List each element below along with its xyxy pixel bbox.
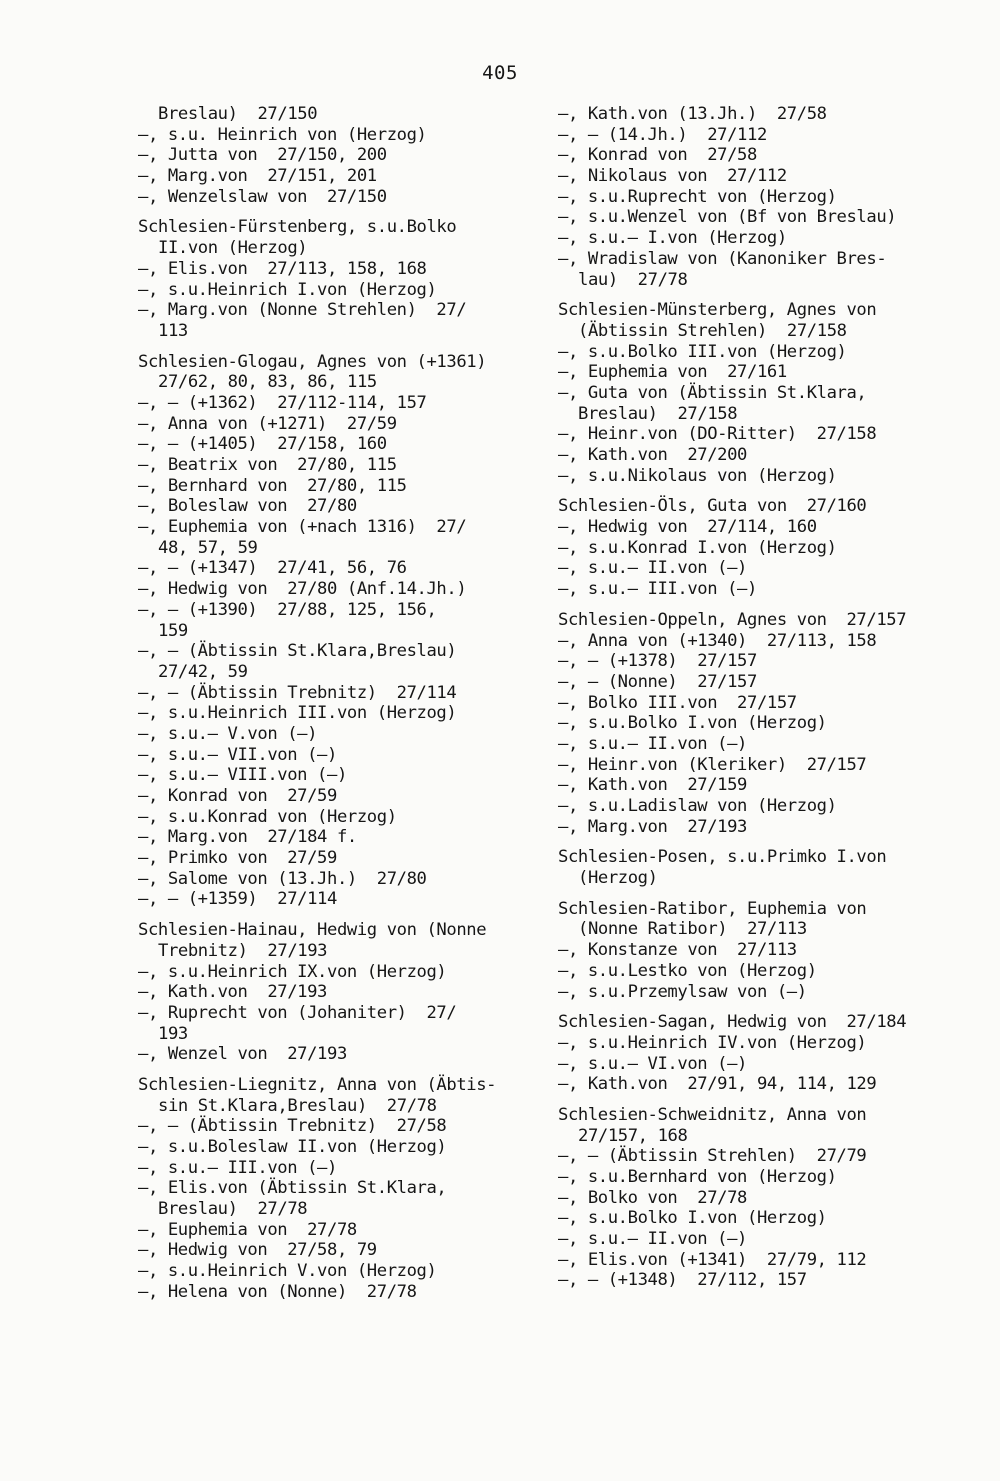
index-entry-line: —, — (+1348) 27/112, 157: [558, 1270, 807, 1291]
index-continuation-line: (Herzog): [578, 868, 658, 889]
index-entry-line: —, Konstanze von 27/113: [558, 940, 797, 961]
index-entry-line: —, Helena von (Nonne) 27/78: [138, 1281, 417, 1302]
index-entry-line: —, s.u.— II.von (—): [558, 733, 748, 754]
index-entry-line: —, s.u.— VI.von (—): [558, 1053, 748, 1074]
index-continuation-line: 27/157, 168: [578, 1125, 688, 1146]
index-entry-line: —, Wenzel von 27/193: [138, 1044, 347, 1065]
index-continuation-line: lau) 27/78: [578, 269, 688, 290]
index-entry-line: —, — (Äbtissin St.Klara,Breslau): [138, 641, 457, 662]
index-entry-line: —, Marg.von (Nonne Strehlen) 27/: [138, 300, 467, 321]
index-entry-line: —, Wenzelslaw von 27/150: [138, 186, 387, 207]
index-entry-line: —, Marg.von 27/193: [558, 816, 748, 837]
index-heading-line: Schlesien-Sagan, Hedwig von 27/184: [558, 1012, 907, 1033]
index-entry-line: —, Konrad von 27/58: [558, 145, 757, 166]
index-heading-line: Schlesien-Fürstenberg, s.u.Bolko: [138, 217, 457, 238]
index-entry-line: —, Elis.von (Äbtissin St.Klara,: [138, 1178, 447, 1199]
index-entry-line: —, — (+1405) 27/158, 160: [138, 434, 387, 455]
index-entry-line: —, Heinr.von (Kleriker) 27/157: [558, 754, 867, 775]
index-entry-line: —, s.u.— I.von (Herzog): [558, 228, 787, 249]
index-heading-line: Schlesien-Glogau, Agnes von (+1361): [138, 351, 487, 372]
index-entry-line: —, s.u.Konrad von (Herzog): [138, 806, 397, 827]
index-entry-line: —, s.u.— III.von (—): [558, 579, 757, 600]
right-column: [558, 104, 938, 1291]
index-entry-line: —, Kath.von 27/91, 94, 114, 129: [558, 1074, 877, 1095]
index-entry-line: —, Jutta von 27/150, 200: [138, 145, 387, 166]
index-entry-line: —, Elis.von 27/113, 158, 168: [138, 258, 427, 279]
page-number: 405: [482, 62, 518, 84]
index-entry-line: —, s.u. Heinrich von (Herzog): [138, 124, 427, 145]
index-entry-line: —, Hedwig von 27/80 (Anf.14.Jh.): [138, 579, 467, 600]
index-entry-line: —, — (+1347) 27/41, 56, 76: [138, 558, 407, 579]
index-continuation-line: Trebnitz) 27/193: [158, 940, 328, 961]
left-column: [138, 104, 518, 1303]
index-continuation-line: 27/62, 80, 83, 86, 115: [158, 372, 377, 393]
index-entry-line: —, Euphemia von 27/161: [558, 362, 787, 383]
index-entry-line: —, s.u.Heinrich III.von (Herzog): [138, 703, 457, 724]
index-entry-line: —, s.u.Boleslaw II.von (Herzog): [138, 1137, 447, 1157]
index-entry-line: —, Kath.von (13.Jh.) 27/58: [558, 104, 827, 124]
index-continuation-line: Breslau) 27/150: [158, 104, 318, 124]
index-entry-line: —, Kath.von 27/159: [558, 775, 748, 796]
index-entry-line: —, s.u.— III.von (—): [138, 1157, 337, 1178]
index-entry-line: —, Kath.von 27/193: [138, 982, 328, 1003]
index-entry-line: —, Marg.von 27/151, 201: [138, 166, 377, 187]
index-heading-line: Schlesien-Posen, s.u.Primko I.von: [558, 847, 887, 868]
index-entry-line: —, — (Nonne) 27/157: [558, 671, 757, 692]
index-entry-line: —, s.u.— II.von (—): [558, 558, 748, 579]
index-continuation-line: Breslau) 27/78: [158, 1199, 308, 1220]
index-continuation-line: 159: [158, 620, 188, 641]
index-entry-line: —, s.u.Przemylsaw von (—): [558, 981, 807, 1002]
index-entry-line: —, Nikolaus von 27/112: [558, 166, 787, 187]
index-entry-line: —, Euphemia von 27/78: [138, 1219, 357, 1240]
index-heading-line: Schlesien-Liegnitz, Anna von (Äbtis-: [138, 1074, 497, 1095]
index-continuation-line: 193: [158, 1023, 188, 1044]
index-continuation-line: 113: [158, 320, 188, 341]
index-entry-line: —, s.u.Bolko III.von (Herzog): [558, 341, 847, 362]
index-entry-line: —, s.u.— VIII.von (—): [138, 765, 347, 786]
index-entry-line: —, Marg.von 27/184 f.: [138, 827, 357, 848]
index-entry-line: —, Elis.von (+1341) 27/79, 112: [558, 1249, 867, 1270]
index-entry-line: —, Bolko III.von 27/157: [558, 692, 797, 713]
index-entry-line: —, Heinr.von (DO-Ritter) 27/158: [558, 424, 877, 445]
index-entry-line: —, s.u.Konrad I.von (Herzog): [558, 537, 837, 558]
index-entry-line: —, — (Äbtissin Trebnitz) 27/58: [138, 1116, 447, 1137]
index-entry-line: —, Beatrix von 27/80, 115: [138, 455, 397, 475]
index-continuation-line: 48, 57, 59: [158, 537, 258, 558]
index-entry-line: —, Wradislaw von (Kanoniker Bres-: [558, 248, 887, 269]
index-entry-line: —, s.u.— II.von (—): [558, 1229, 748, 1250]
index-entry-line: —, — (Äbtissin Trebnitz) 27/114: [138, 682, 457, 703]
index-heading-line: Schlesien-Münsterberg, Agnes von: [558, 300, 877, 321]
index-entry-line: —, — (14.Jh.) 27/112: [558, 124, 767, 145]
index-entry-line: —, — (Äbtissin Strehlen) 27/79: [558, 1146, 867, 1167]
index-entry-line: —, s.u.Heinrich I.von (Herzog): [138, 279, 437, 300]
index-entry-line: —, s.u.Lestko von (Herzog): [558, 960, 817, 981]
index-entry-line: —, Boleslaw von 27/80: [138, 496, 357, 517]
index-entry-line: —, Hedwig von 27/114, 160: [558, 517, 817, 538]
index-entry-line: —, Ruprecht von (Johaniter) 27/: [138, 1002, 457, 1023]
index-entry-line: —, Anna von (+1271) 27/59: [138, 413, 397, 434]
index-heading-line: Schlesien-Hainau, Hedwig von (Nonne: [138, 920, 487, 941]
index-entry-line: —, s.u.Heinrich V.von (Herzog): [138, 1261, 437, 1282]
index-entry-line: —, s.u.— V.von (—): [138, 723, 318, 744]
index-continuation-line: (Äbtissin Strehlen) 27/158: [578, 320, 847, 341]
index-entry-line: —, — (+1359) 27/114: [138, 889, 337, 910]
index-entry-line: —, s.u.Wenzel von (Bf von Breslau): [558, 207, 897, 228]
index-heading-line: Schlesien-Oppeln, Agnes von 27/157: [558, 609, 907, 630]
index-entry-line: —, s.u.Bolko I.von (Herzog): [558, 713, 827, 734]
index-entry-line: —, Konrad von 27/59: [138, 786, 337, 806]
index-entry-line: —, Bolko von 27/78: [558, 1187, 748, 1208]
index-entry-line: —, — (+1362) 27/112-114, 157: [138, 392, 427, 413]
index-entry-line: —, s.u.Heinrich IX.von (Herzog): [138, 961, 447, 982]
index-entry-line: —, s.u.— VII.von (—): [138, 744, 337, 765]
index-entry-line: —, Kath.von 27/200: [558, 445, 748, 465]
index-continuation-line: 27/42, 59: [158, 661, 248, 682]
index-entry-line: —, Primko von 27/59: [138, 848, 337, 869]
index-entry-line: —, s.u.Ladislaw von (Herzog): [558, 796, 837, 816]
index-entry-line: —, Salome von (13.Jh.) 27/80: [138, 868, 427, 889]
index-entry-line: —, Bernhard von 27/80, 115: [138, 475, 407, 496]
index-entry-line: —, Anna von (+1340) 27/113, 158: [558, 630, 877, 651]
index-entry-line: —, s.u.Ruprecht von (Herzog): [558, 186, 837, 207]
index-continuation-line: sin St.Klara,Breslau) 27/78: [158, 1095, 437, 1116]
index-continuation-line: (Nonne Ratibor) 27/113: [578, 919, 807, 940]
index-heading-line: Schlesien-Schweidnitz, Anna von: [558, 1104, 867, 1125]
index-entry-line: —, s.u.Nikolaus von (Herzog): [558, 465, 837, 486]
index-entry-line: —, Hedwig von 27/58, 79: [138, 1240, 377, 1261]
index-entry-line: —, s.u.Heinrich IV.von (Herzog): [558, 1032, 867, 1053]
index-heading-line: Schlesien-Ratibor, Euphemia von: [558, 898, 867, 919]
index-continuation-line: Breslau) 27/158: [578, 403, 738, 424]
index-continuation-line: II.von (Herzog): [158, 238, 308, 259]
index-entry-line: —, s.u.Bolko I.von (Herzog): [558, 1208, 827, 1229]
index-entry-line: —, Euphemia von (+nach 1316) 27/: [138, 517, 467, 538]
index-entry-line: —, — (+1390) 27/88, 125, 156,: [138, 599, 437, 620]
index-entry-line: —, s.u.Bernhard von (Herzog): [558, 1167, 837, 1187]
index-heading-line: Schlesien-Öls, Guta von 27/160: [558, 496, 867, 517]
index-entry-line: —, — (+1378) 27/157: [558, 651, 757, 672]
index-entry-line: —, Guta von (Äbtissin St.Klara,: [558, 382, 867, 403]
